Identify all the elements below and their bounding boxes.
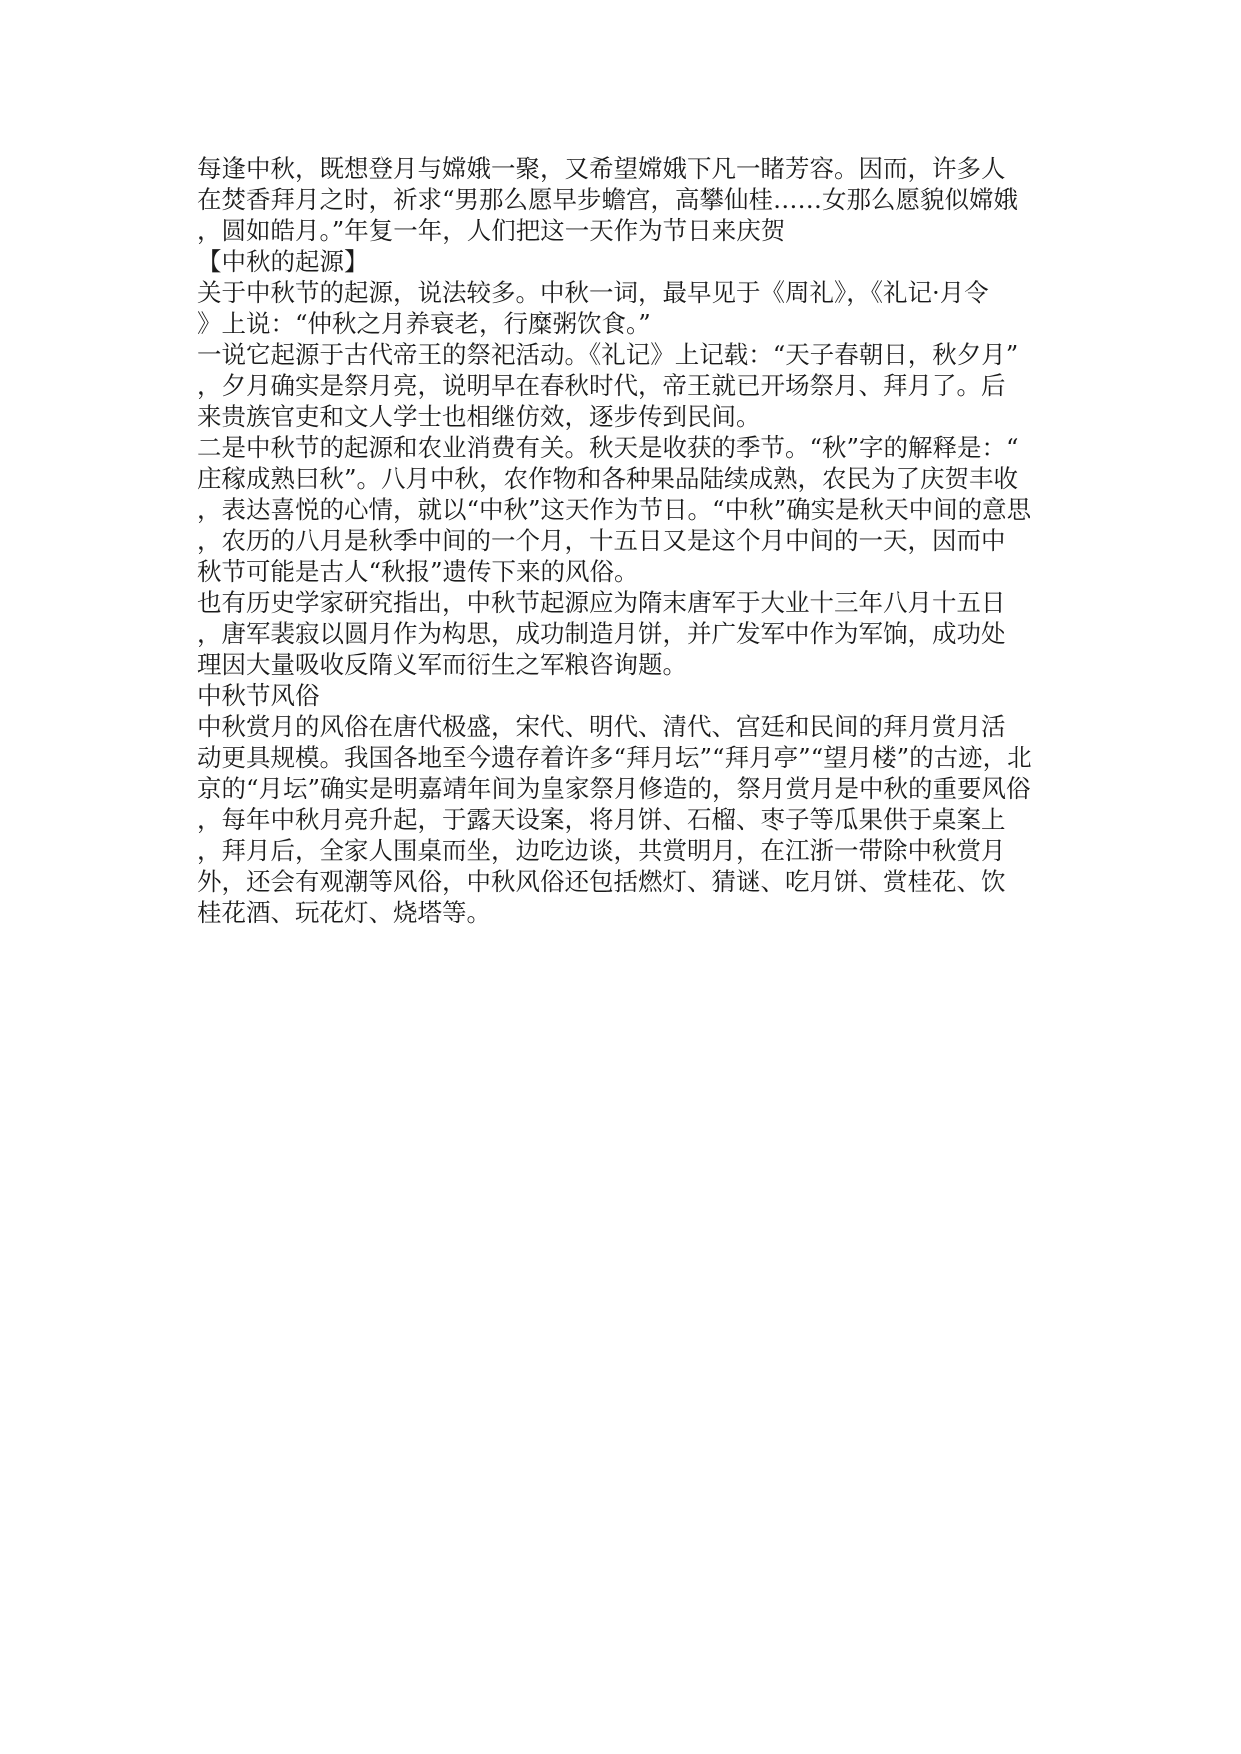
customs-line-3: 京的“月坛”确实是明嘉靖年间为皇家祭月修造的，祭月赏月是中秋的重要风俗 — [197, 774, 1031, 803]
customs-line-7: 桂花酒、玩花灯、烧塔等。 — [197, 898, 491, 927]
intro-line-1: 每逢中秋，既想登月与嫦娥一聚，又希望嫦娥下凡一睹芳容。因而，许多人 — [197, 154, 1006, 183]
customs-line-2: 动更具规模。我国各地至今遗存着许多“拜月坛”“拜月亭”“望月楼”的古迹，北 — [197, 743, 1032, 772]
origin-line-3: 一说它起源于古代帝王的祭祀活动。《礼记》上记载：“天子春朝日，秋夕月” — [197, 340, 1019, 369]
customs-line-1: 中秋赏月的风俗在唐代极盛，宋代、明代、清代、宫廷和民间的拜月赏月活 — [197, 712, 1006, 741]
section-heading-customs: 中秋节风俗 — [197, 681, 320, 710]
customs-line-5: ，拜月后，全家人围桌而坐，边吃边谈，共赏明月，在江浙一带除中秋赏月 — [197, 836, 1006, 865]
origin-line-8: ，表达喜悦的心情，就以“中秋”这天作为节日。“中秋”确实是秋天中间的意思 — [197, 495, 1032, 524]
origin-line-11: 也有历史学家研究指出，中秋节起源应为隋末唐军于大业十三年八月十五日 — [197, 588, 1006, 617]
customs-line-4: ，每年中秋月亮升起，于露天设案，将月饼、石榴、枣子等瓜果供于桌案上 — [197, 805, 1006, 834]
section-heading-origin: 【中秋的起源】 — [197, 247, 369, 276]
origin-line-13: 理因大量吸收反隋义军而衍生之军粮咨询题。 — [197, 650, 687, 679]
origin-line-6: 二是中秋节的起源和农业消费有关。秋天是收获的季节。“秋”字的解释是：“ — [197, 433, 1019, 462]
intro-line-3: ，圆如皓月。”年复一年，人们把这一天作为节日来庆贺 — [197, 216, 786, 245]
origin-line-9: ，农历的八月是秋季中间的一个月，十五日又是这个月中间的一天，因而中 — [197, 526, 1006, 555]
origin-line-4: ，夕月确实是祭月亮，说明早在春秋时代，帝王就已开场祭月、拜月了。后 — [197, 371, 1006, 400]
customs-line-6: 外，还会有观潮等风俗，中秋风俗还包括燃灯、猜谜、吃月饼、赏桂花、饮 — [197, 867, 1006, 896]
intro-line-2: 在焚香拜月之时，祈求“男那么愿早步蟾宫，高攀仙桂……女那么愿貌似嫦娥 — [197, 185, 1019, 214]
origin-line-12: ，唐军裴寂以圆月作为构思，成功制造月饼，并广发军中作为军饷，成功处 — [197, 619, 1006, 648]
origin-line-1: 关于中秋节的起源，说法较多。中秋一词，最早见于《周礼》，《礼记·月令 — [197, 278, 989, 307]
origin-line-2: 》上说：“仲秋之月养衰老，行糜粥饮食。” — [197, 309, 651, 338]
origin-line-10: 秋节可能是古人“秋报”遗传下来的风俗。 — [197, 557, 639, 586]
origin-line-5: 来贵族官吏和文人学士也相继仿效，逐步传到民间。 — [197, 402, 761, 431]
document-body — [197, 153, 1043, 928]
origin-line-7: 庄稼成熟曰秋”。八月中秋，农作物和各种果品陆续成熟，农民为了庆贺丰收 — [197, 464, 1019, 493]
